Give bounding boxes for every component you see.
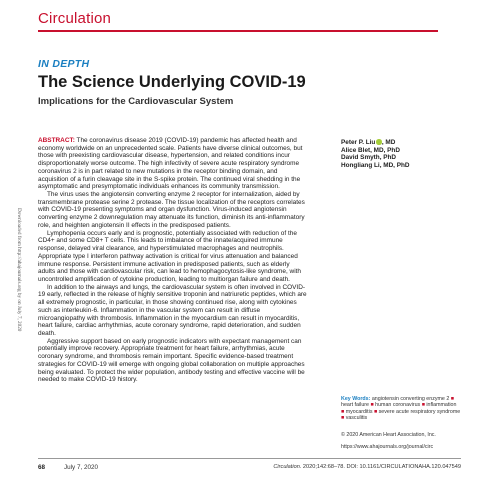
bullet-icon: ■ <box>450 396 454 402</box>
journal-url-link[interactable]: https://www.ahajournals.org/journal/circ <box>341 444 434 450</box>
article-title: The Science Underlying COVID-19 <box>38 73 306 91</box>
abstract-paragraph-3: Lymphopenia occurs early and is prognostic, potentially associated with reduction of the CD4+ and some CD8+ T cells. This leads to imbalance of the innate/acquired immune response, delayed viral clearance, and hyperstimulated macrophages and neutrophils. Appropriate type I interferon pathway activation is critical for virus attenuation and balanced immune response. Persistent immune activation in predisposed patients, such as elderly adults and those with cardiovascular risk, can lead to hemophagocytosis-like syndrome, with uncontrolled amplification of cytokine production, leading to multiorgan failure and death. <box>38 229 301 283</box>
keyword: inflammation <box>426 402 457 409</box>
copyright-notice: © 2020 American Heart Association, Inc. <box>341 432 436 438</box>
section-label: IN DEPTH <box>38 58 90 70</box>
citation-line <box>273 464 461 470</box>
author-2: Alice Blet, MD, PhD <box>341 146 400 154</box>
article-subtitle: Implications for the Cardiovascular System <box>38 96 234 107</box>
keyword: severe acute respiratory syndrome <box>378 408 461 415</box>
side-download-text: Downloaded from http://ahajournals.org by on July 7, 2020 <box>16 208 22 332</box>
author-1-degree: , MD <box>381 139 396 146</box>
bullet-icon: ■ <box>373 408 378 415</box>
bullet-icon: ■ <box>341 408 345 415</box>
author-1-name: Peter P. Liu <box>341 139 376 146</box>
author-3: David Smyth, PhD <box>341 154 397 162</box>
keywords-box <box>341 396 461 422</box>
journal-rule <box>38 30 438 32</box>
bullet-icon: ■ <box>421 402 425 409</box>
abstract-body <box>38 137 308 384</box>
journal-name: Circulation <box>38 10 112 27</box>
citation-journal: Circulation <box>273 464 300 470</box>
issue-date: July 7, 2020 <box>64 464 98 471</box>
author-1 <box>341 139 410 147</box>
abstract-paragraph-1 <box>38 137 308 191</box>
side-download-note <box>14 208 23 332</box>
abstract-paragraph-1-text: The coronavirus disease 2019 (COVID-19) pandemic has affected health and economy worldwide on an unprecedented scale. Patients have diverse clinical outcomes, but those with preexisting cardiovascular disease, hypertension, and related conditions incur disproportionately worse outcome. The high infectivity of severe acute respiratory syndrome coronavirus 2 is in part related to new mutations in the receptor binding domain, and acquisition of a furin cleavage site in the S-spike protein. The continued viral shedding in the asymptomatic and presymptomatic individuals enhances its community transmission. <box>38 137 303 191</box>
author-4: Hongliang Li, MD, PhD <box>341 161 410 169</box>
abstract-paragraph-4: In addition to the airways and lungs, the cardiovascular system is often involved in COVID-19 early, reflected in the release of highly sensitive troponin and natriuretic peptides, which are all extremely prognostic, in particular, in those showing continued rise, along with cytokines such as interleukin-6. Inflammation in the vascular system can result in diffuse microangiopathy with thrombosis. Inflammation in the myocardium can result in myocarditis, heart failure, cardiac arrhythmias, acute coronary syndrome, rapid deterioration, and sudden death. <box>38 283 307 337</box>
author-list <box>341 139 410 169</box>
footer-rule <box>38 458 461 459</box>
bullet-icon: ■ <box>341 415 345 422</box>
bullet-icon: ■ <box>370 402 374 409</box>
keyword: human coronavirus <box>375 402 421 409</box>
page-number: 68 <box>38 464 46 471</box>
abstract-label: ABSTRACT: <box>38 137 75 144</box>
keyword: myocarditis <box>345 408 373 415</box>
citation-details: . 2020;142:68–78. DOI: 10.1161/CIRCULATIONAHA.120.047549 <box>299 464 461 470</box>
abstract-paragraph-2: The virus uses the angiotensin converting enzyme 2 receptor for internalization, aided by transmembrane protease serine 2 protease. The tissue localization of the receptors correlates with COVID-19 presenting symptoms and organ dysfunction. Virus-induced angiotensin converting enzyme 2 downregulation may attenuate its function, diminish its anti-inflammatory role, and heighten angiotensin II effects in the predisposed patients. <box>38 191 305 229</box>
keywords-label: Key Words: <box>341 396 371 402</box>
keyword: angiotensin converting enzyme 2 <box>371 396 450 402</box>
abstract-paragraph-5: Aggressive support based on early prognostic indicators with expectant management can potentially improve recovery. Appropriate treatment for heart failure, arrhythmias, acute coronary syndrome, and thrombosis remain important. Specific evidence-based treatment strategies for COVID-19 will emerge with ongoing global collaboration on multiple approaches being evaluated. To protect the wider population, antibody testing and effective vaccine will be needed to make COVID-19 history. <box>38 337 305 384</box>
keyword: heart failure <box>341 402 369 409</box>
keyword: vasculitis <box>345 415 368 422</box>
